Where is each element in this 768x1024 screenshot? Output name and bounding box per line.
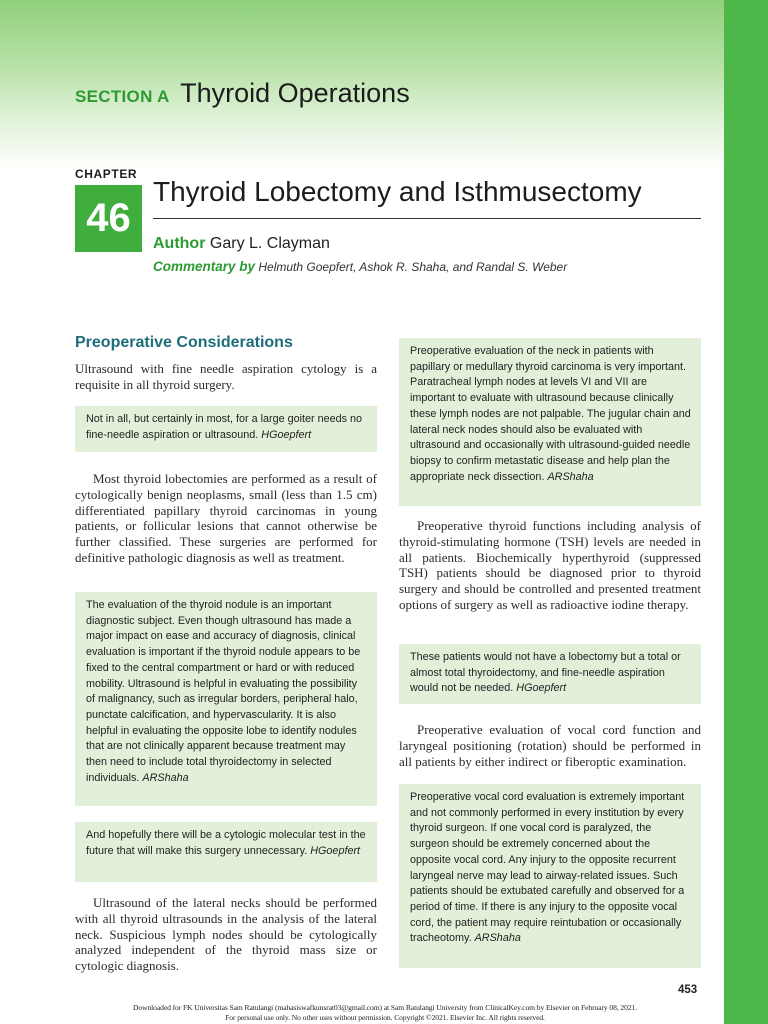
commentary-signature: ARShaha <box>142 771 189 784</box>
section-subheading: Preoperative Considerations <box>75 334 293 351</box>
commentator-names: Helmuth Goepfert, Ashok R. Shaha, and Randal S. Weber <box>258 260 568 274</box>
commentary-line <box>153 259 567 274</box>
chapter-label: CHAPTER <box>75 167 138 181</box>
commentary-signature: HGoepfert <box>310 844 361 857</box>
commentary-text: The evaluation of the thyroid nodule is an important diagnostic subject. Even though ultrasound has made a major impact on ease and accuracy of diagnosis, clinical evaluation is important if the thyroid nodule appears to be fixed to the central compartment or hard or with reduced mobility. Ultrasound is helpful in evaluating the possibility of malignancy, such as irregular borders, peripheral halo, punctate calcification, and hypervascularity. It is also helpful in evaluating the opposite lobe to identify nodules that are not clinically apparent because treatment may then need to include total thyroidectomy in selected individuals. <box>86 599 361 784</box>
commentary-text: Preoperative vocal cord evaluation is extremely important and not commonly performed in every institution by every thyroid surgeon. If one vocal cord is paralyzed, the surgeon should be extremely concerned about the opposite vocal cord. Any injury to the opposite recurrent laryngeal nerve may lead to airway-related issues. Such patients should be extubated carefully and observed for a period of time. If there is any injury to the opposite vocal cord, the patient may require reintubation or occasionally tracheotomy. <box>410 791 685 945</box>
author-label: Author <box>153 235 206 252</box>
chapter-title: Thyroid Lobectomy and Isthmusectomy <box>153 176 642 207</box>
side-color-bar <box>724 0 768 1024</box>
commentary-box <box>399 784 701 968</box>
author-line <box>153 235 330 253</box>
body-paragraph: Preoperative thyroid functions including analysis of thyroid-stimulating hormone (TSH) levels are needed in all patients. Biochemically hyperthyroid (suppressed TSH) patients should be diagnosed prior to thyroid surgery and should be controlled and presented treatment options of surgery as well as radioactive iodine therapy. <box>399 518 701 612</box>
commentary-text: These patients would not have a lobectomy but a total or almost total thyroidectomy, and fine-needle aspiration would not be needed. <box>410 651 681 695</box>
commentary-signature: ARShaha <box>547 470 594 483</box>
body-paragraph: Preoperative evaluation of vocal cord function and laryngeal positioning (rotation) should be performed in all patients by either indirect or fiberoptic examination. <box>399 722 701 769</box>
copyright-notice: For personal use only. No other uses without permission. Copyright ©2021. Elsevier Inc. All rights reserved. <box>225 1013 545 1022</box>
commentary-signature: HGoepfert <box>516 682 567 695</box>
commentary-label: Commentary by <box>153 259 256 274</box>
author-name: Gary L. Clayman <box>209 235 330 252</box>
commentary-text: Not in all, but certainly in most, for a large goiter needs no fine-needle aspiration or ultrasound. <box>86 413 363 441</box>
section-title: Thyroid Operations <box>180 78 410 108</box>
commentary-signature: HGoepfert <box>261 428 312 441</box>
body-paragraph: Most thyroid lobectomies are performed as a result of cytologically benign neoplasms, small (less than 1.5 cm) differentiated papillary thyroid carcinomas in young patients, or follicular lesions that cannot otherwise be further classified. These surgeries are performed for definitive pathologic diagnosis as well as treatment. <box>75 471 377 565</box>
body-paragraph: Ultrasound of the lateral necks should be performed with all thyroid ultrasounds in the analysis of the lateral neck. Suspicious lymph nodes should be cytologically analyzed independent of the thyroid mass size or cytologic diagnosis. <box>75 895 377 974</box>
commentary-box <box>75 592 377 806</box>
commentary-text: Preoperative evaluation of the neck in patients with papillary or medullary thyroid carcinoma is very important. Paratracheal lymph nodes at levels VI and VII are important to evaluate with ultrasound because clinically these lymph nodes are not palpable. The jugular chain and lateral neck nodes should also be evaluated with ultrasound and occasionally with ultrasound-guided needle biopsy to confirm metastatic disease and help plan the appropriate neck dissection. <box>410 345 691 483</box>
page-number: 453 <box>678 984 698 996</box>
commentary-signature: ARShaha <box>474 932 521 945</box>
commentary-text: And hopefully there will be a cytologic molecular test in the future that will make this surgery unnecessary. <box>86 829 366 857</box>
commentary-box <box>75 406 377 452</box>
section-heading <box>75 78 410 109</box>
commentary-box <box>75 822 377 882</box>
title-divider <box>153 218 701 219</box>
download-notice: Downloaded for FK Universitas Sam Ratulangi (mahasiswafkunsrat03@gmail.com) at Sam Ratulangi University from ClinicalKey.com by Elsevier on February 08, 2021. <box>132 1003 638 1012</box>
commentary-box <box>399 338 701 506</box>
chapter-number-badge: 46 <box>75 185 142 252</box>
section-label: SECTION A <box>75 87 170 106</box>
commentary-box <box>399 644 701 704</box>
body-paragraph: Ultrasound with fine needle aspiration cytology is a requisite in all thyroid surgery. <box>75 361 377 392</box>
